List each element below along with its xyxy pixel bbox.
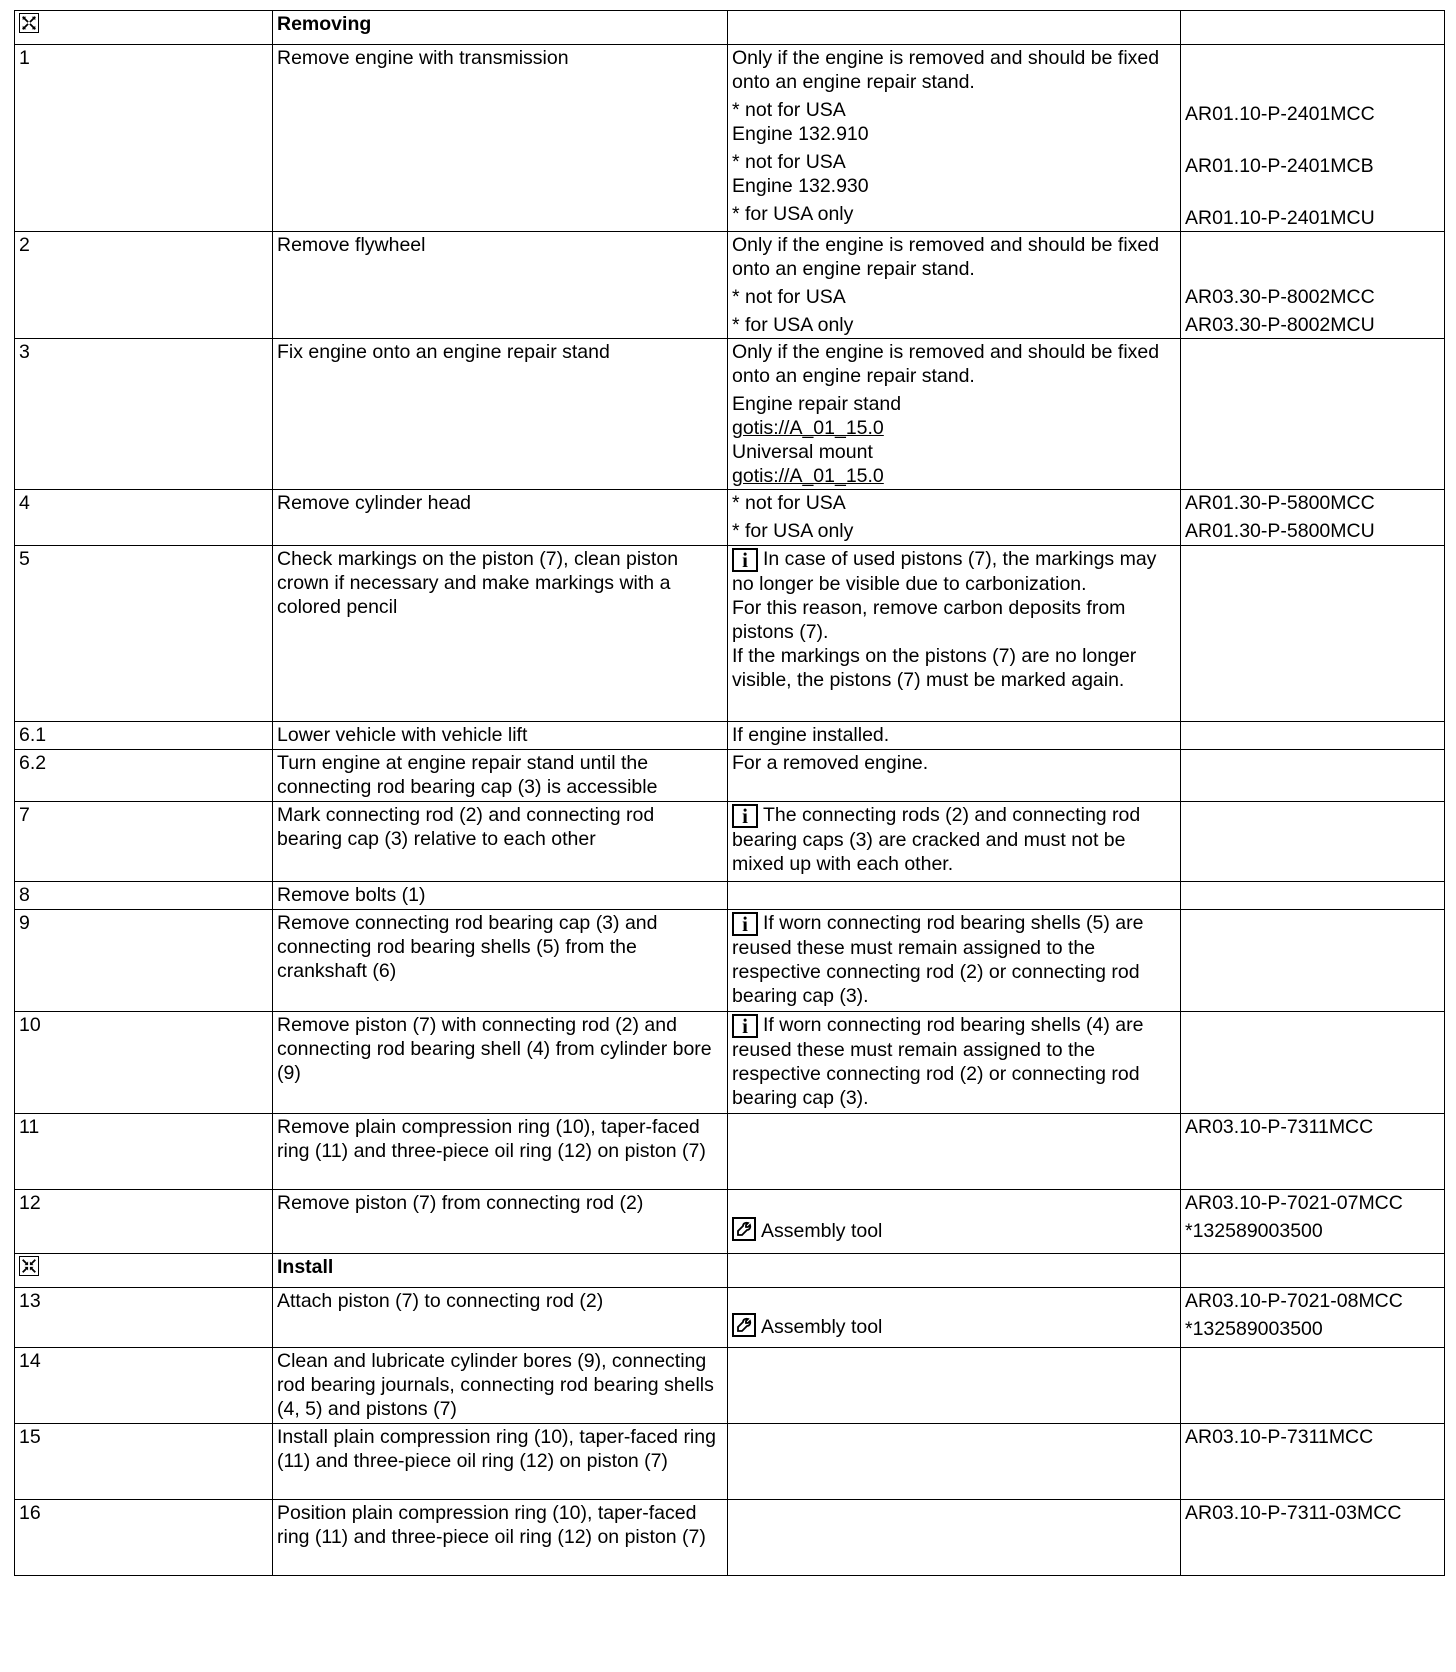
- step-notes: Only if the engine is removed and should be fixed onto an engine repair stand. * not for USA * for USA only: [728, 232, 1181, 339]
- section-header-install: [15, 1254, 1445, 1288]
- table-row: [15, 910, 1445, 1012]
- tool-icon: [732, 1217, 756, 1241]
- info-icon: i: [732, 804, 758, 828]
- table-row: [15, 1500, 1445, 1576]
- table-row: [15, 45, 1445, 232]
- step-notes: [728, 1288, 1181, 1348]
- table-row: [15, 1114, 1445, 1190]
- table-row: [15, 1424, 1445, 1500]
- step-action: Remove cylinder head: [273, 490, 728, 546]
- table-row: [15, 722, 1445, 750]
- step-notes: [728, 1190, 1181, 1254]
- step-action: Fix engine onto an engine repair stand: [273, 339, 728, 490]
- step-number: 5: [15, 546, 273, 722]
- reference-link[interactable]: AR03.10-P-7311MCC: [1185, 1116, 1374, 1138]
- step-action: Remove plain compression ring (10), taper-faced ring (11) and three-piece oil ring (12) on piston (7): [273, 1114, 728, 1190]
- table-row: [15, 1288, 1445, 1348]
- table-row: [15, 1348, 1445, 1424]
- reference-link[interactable]: AR03.30-P-8002MCC: [1185, 286, 1375, 308]
- reference-link[interactable]: AR03.10-P-7021-08MCC: [1185, 1290, 1403, 1312]
- step-number: 2: [15, 232, 273, 339]
- reference-link[interactable]: AR03.10-P-7311-03MCC: [1185, 1502, 1402, 1524]
- table-row: [15, 232, 1445, 339]
- section-header-removing: [15, 11, 1445, 45]
- step-number: 4: [15, 490, 273, 546]
- step-refs: [1181, 1500, 1445, 1576]
- reference-link[interactable]: AR01.10-P-2401MCB: [1185, 155, 1374, 177]
- step-notes: Only if the engine is removed and should be fixed onto an engine repair stand. * not for USA Engine 132.910 * not for USA Engine 132.930 * for USA only: [728, 45, 1181, 232]
- step-number: 14: [15, 1348, 273, 1424]
- step-notes: i In case of used pistons (7), the markings may no longer be visible due to carbonization. For this reason, remove carbon deposits from pistons (7). If the markings on the pistons (7) are no longer visible, the pistons (7) must be marked again.: [728, 546, 1181, 722]
- step-number: 12: [15, 1190, 273, 1254]
- step-action: Check markings on the piston (7), clean piston crown if necessary and make markings with a colored pencil: [273, 546, 728, 722]
- step-notes: i If worn connecting rod bearing shells (4) are reused these must remain assigned to the respective connecting rod (2) or connecting rod bearing cap (3).: [728, 1012, 1181, 1114]
- table-row: [15, 546, 1445, 722]
- step-notes: i If worn connecting rod bearing shells (5) are reused these must remain assigned to the respective connecting rod (2) or connecting rod bearing cap (3).: [728, 910, 1181, 1012]
- step-number: 16: [15, 1500, 273, 1576]
- step-notes: i The connecting rods (2) and connecting rod bearing caps (3) are cracked and must not be mixed up with each other.: [728, 802, 1181, 882]
- reference-link[interactable]: AR03.10-P-7311MCC: [1185, 1426, 1374, 1448]
- step-refs: [1181, 45, 1445, 232]
- info-icon: i: [732, 912, 758, 936]
- assembly-tool-label: Assembly tool: [761, 1316, 883, 1338]
- step-refs: [1181, 1424, 1445, 1500]
- reference-link[interactable]: AR01.30-P-5800MCC: [1185, 492, 1375, 514]
- step-number: 15: [15, 1424, 273, 1500]
- step-number: 6.1: [15, 722, 273, 750]
- reference-link[interactable]: AR03.30-P-8002MCU: [1185, 314, 1375, 336]
- step-notes: If engine installed.: [728, 722, 1181, 750]
- step-refs: [1181, 1114, 1445, 1190]
- table-row: [15, 1012, 1445, 1114]
- procedure-table: [14, 10, 1445, 1576]
- step-number: 1: [15, 45, 273, 232]
- reference-link[interactable]: AR03.10-P-7021-07MCC: [1185, 1192, 1403, 1214]
- tool-part-number[interactable]: *132589003500: [1185, 1220, 1323, 1242]
- table-row: [15, 802, 1445, 882]
- step-action: Clean and lubricate cylinder bores (9), connecting rod bearing journals, connecting rod bearing shells (4, 5) and pistons (7): [273, 1348, 728, 1424]
- step-number: 10: [15, 1012, 273, 1114]
- step-number: 9: [15, 910, 273, 1012]
- step-action: Lower vehicle with vehicle lift: [273, 722, 728, 750]
- table-row: [15, 750, 1445, 802]
- step-action: Remove bolts (1): [273, 882, 728, 910]
- reference-link[interactable]: AR01.10-P-2401MCU: [1185, 207, 1375, 229]
- step-refs: [1181, 1288, 1445, 1348]
- gotis-link[interactable]: gotis://A_01_15.0: [732, 417, 884, 439]
- step-refs: [1181, 1190, 1445, 1254]
- step-number: 6.2: [15, 750, 273, 802]
- step-action: Turn engine at engine repair stand until the connecting rod bearing cap (3) is accessible: [273, 750, 728, 802]
- remove-symbol-icon: [19, 13, 39, 33]
- step-action: Remove flywheel: [273, 232, 728, 339]
- assembly-tool-label: Assembly tool: [761, 1220, 883, 1242]
- step-action: Install plain compression ring (10), taper-faced ring (11) and three-piece oil ring (12) on piston (7): [273, 1424, 728, 1500]
- step-action: Position plain compression ring (10), taper-faced ring (11) and three-piece oil ring (12) on piston (7): [273, 1500, 728, 1576]
- table-row: [15, 882, 1445, 910]
- table-row: [15, 339, 1445, 490]
- table-row: [15, 1190, 1445, 1254]
- step-number: 11: [15, 1114, 273, 1190]
- section-title: Removing: [273, 11, 728, 45]
- reference-link[interactable]: AR01.30-P-5800MCU: [1185, 520, 1375, 542]
- step-number: 8: [15, 882, 273, 910]
- step-action: Remove connecting rod bearing cap (3) and connecting rod bearing shells (5) from the crankshaft (6): [273, 910, 728, 1012]
- reference-link[interactable]: AR01.10-P-2401MCC: [1185, 103, 1375, 125]
- step-refs: [1181, 490, 1445, 546]
- step-number: 7: [15, 802, 273, 882]
- table-row: [15, 490, 1445, 546]
- step-notes: Only if the engine is removed and should be fixed onto an engine repair stand. Engine repair stand gotis://A_01_15.0 Universal mount gotis://A_01_15.0: [728, 339, 1181, 490]
- info-icon: i: [732, 548, 758, 572]
- section-title: Install: [273, 1254, 728, 1288]
- install-symbol-icon: [19, 1256, 39, 1276]
- step-refs: [1181, 232, 1445, 339]
- step-number: 13: [15, 1288, 273, 1348]
- step-notes: * not for USA * for USA only: [728, 490, 1181, 546]
- gotis-link[interactable]: gotis://A_01_15.0: [732, 465, 884, 487]
- step-notes: For a removed engine.: [728, 750, 1181, 802]
- step-action: Remove piston (7) with connecting rod (2) and connecting rod bearing shell (4) from cylinder bore (9): [273, 1012, 728, 1114]
- step-action: Remove engine with transmission: [273, 45, 728, 232]
- step-action: Mark connecting rod (2) and connecting rod bearing cap (3) relative to each other: [273, 802, 728, 882]
- tool-part-number[interactable]: *132589003500: [1185, 1318, 1323, 1340]
- step-number: 3: [15, 339, 273, 490]
- tool-icon: [732, 1313, 756, 1337]
- step-action: Remove piston (7) from connecting rod (2): [273, 1190, 728, 1254]
- step-action: Attach piston (7) to connecting rod (2): [273, 1288, 728, 1348]
- info-icon: i: [732, 1014, 758, 1038]
